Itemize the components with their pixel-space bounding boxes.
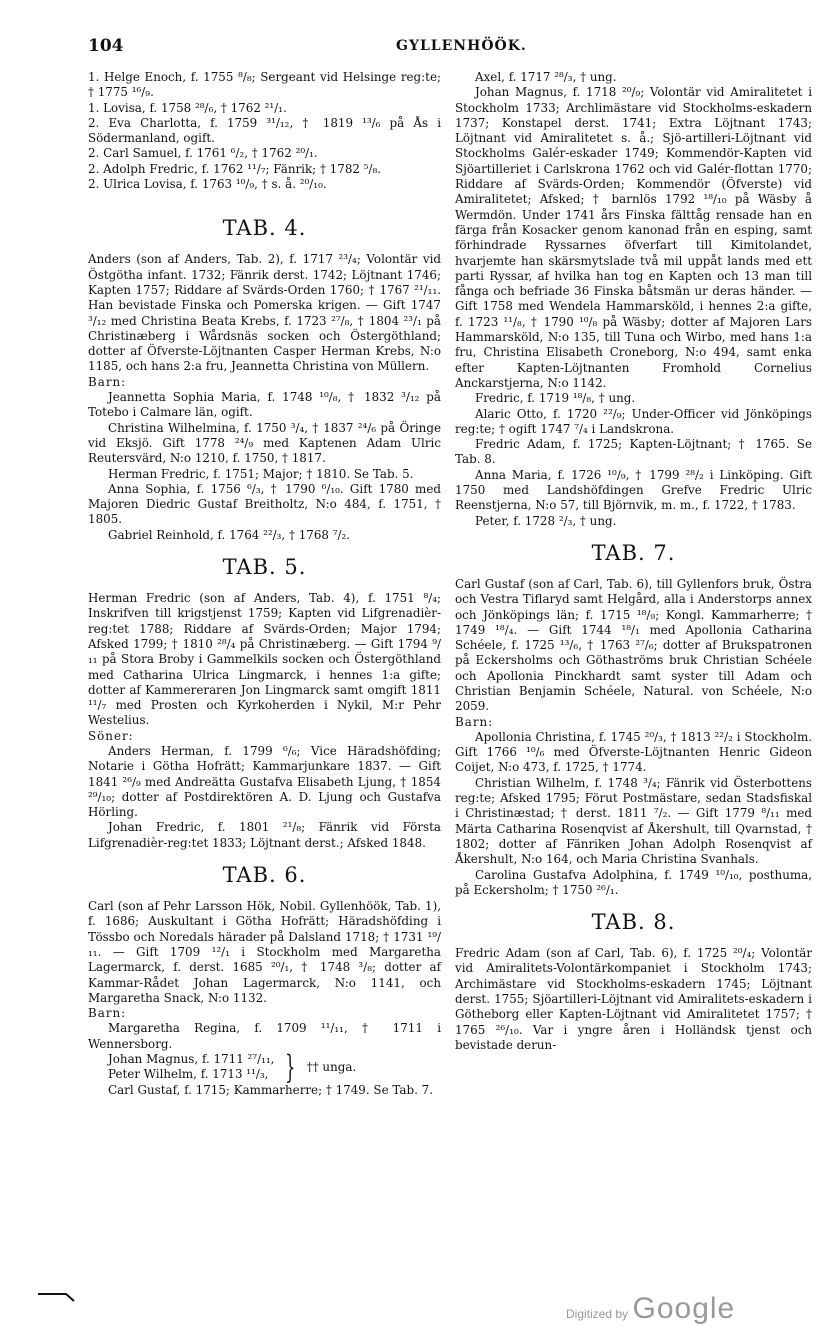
tab7-heading: TAB. 7. <box>591 540 676 565</box>
brace-note: †† unga. <box>306 1059 357 1074</box>
child-entry: Margaretha Regina, f. 1709 ¹¹/₁₁, † 1711 i Wennersborg. <box>88 1021 441 1051</box>
tab6-text: Carl (son af Pehr Larsson Hök, Nobil. Gyllenhöök, Tab. 1), f. 1686; Auskultant i Götha Hofrätt; Häradshöfding i Tössbo och Noredals härader på Dalsland 1718; † 1731 ¹⁹/₁₁. — Gift 1709 ¹²/₁ i Stockholm med Margaretha Lagermarck, f. derst. 1685 ²⁰/₁, † 1748 ³/₈; dotter af Kammar-Rådet Johan Lagermarck, N:o 1141, och Margaretha Snack, N:o 1132. <box>88 899 441 1005</box>
child-entry: Carolina Gustafva Adolphina, f. 1749 ¹⁰/₁₀, posthuma, på Eckersholm; † 1750 ²⁶/₁. <box>455 867 812 897</box>
child-entry: Christian Wilhelm, f. 1748 ³/₄; Fänrik vid Österbottens reg:te; Afsked 1795; Förut Postmästare, sedan Stadsfiskal i Christinæstad; † derst. 1811 ⁷/₂. — Gift 1779 ⁸/₁₁ med Märta Catharina Rosenqvist af Åkershult, till Qvarnstad, † 1802; dotter af Fänriken Johan Adolph Rosenqvist af Åkershult, N:o 164, och Maria Christina Svanhals. <box>455 775 812 867</box>
tab4-text: Anders (son af Anders, Tab. 2), f. 1717 ²³/₄; Volontär vid Östgötha infant. 1732; Fänrik derst. 1742; Löjtnant 1746; Kapten 1757; Riddare af Svärds-Orden 1760; † 1767 ²¹/₁₁. Han bevistade Finska och Pomerska krigen. — Gift 1747 ³/₁₂ med Christina Beata Krebs, f. 1723 ²⁷/₈, † 1804 ²³/₁ på Christinæberg i Wårdsnäs socken och Östergöthland; dotter af Öfverste-Löjtnanten Casper Herman Krebs, N:o 1185, och hans 2:a fru, Jeannetta Christina von Müllern. <box>88 252 441 374</box>
left-column <box>88 70 441 1098</box>
tab6-barn-label: Barn: <box>88 1006 127 1021</box>
child-entry: Johan Magnus, f. 1718 ²⁰/₉; Volontär vid Amiralitetet i Stockholm 1733; Archlimästare vid Stockholms-eskadern 1737; Konstapel derst. 1741; Extra Löjtnant 1743; Löjtnant vid Amiralitetet s. å.; Sjö-artilleri-Löjtnant vid Stockholms Galér-eskader 1749; Kommendör-Kapten vid Sjöartilleriet i Carlskrona 1762 och vid Galér-flottan 1770; Riddare af Svärds-Orden; Kommendör (Öfverste) vid Amiralitetet; Afsked; † barnlös 1792 ¹⁸/₁₀ på Wäsby å Wermdön. Under 1741 års Finska fälttåg rensade han en färga från Kosacker genom kanonad från en esping, samt förhindrade Ryssarnes öfverfart till Kimitolandet, hvarjemte han skärsmytslade två mil uppåt lands med ett parti Ryssar, af hvilka han tog en Kapten och 13 man till fånga och befriade 36 Finska båtsmän ur deras händer. — Gift 1758 med Wendela Hammarsköld, i hennes 2:a gifte, f. 1723 ¹¹/₈, † 1790 ¹⁰/₈ på Wäsby; dotter af Majoren Lars Hammarsköld, N:o 135, till Tuna och Wirbo, med hans 1:a fru, Christina Elisabeth Croneborg, N:o 494, samt enka efter Kapten-Löjtnanten Fromhold Cornelius Anckarstjerna, N:o 1142. <box>455 85 812 390</box>
tab5-sons-label: Söner: <box>88 728 134 743</box>
child-entry: Gabriel Reinhold, f. 1764 ²²/₃, † 1768 ⁷/₂. <box>108 527 351 542</box>
running-title: GYLLENHÖÖK. <box>396 38 527 54</box>
list-item: 2. Ulrica Lovisa, f. 1763 ¹⁰/₉, † s. å. ²⁰/₁₀. <box>88 177 327 192</box>
child-entry: Alaric Otto, f. 1720 ²²/₉; Under-Officer vid Jönköpings reg:te; † ogift 1747 ⁷/₄ i Landskrona. <box>455 406 812 436</box>
child-entry: Apollonia Christina, f. 1745 ²⁰/₃, † 1813 ²²/₂ i Stockholm. Gift 1766 ¹⁰/₆ med Öfverste-Löjtnanten Henric Gideon Coijet, N:o 473, f. 1725, † 1774. <box>455 729 812 775</box>
google-logo: Google <box>632 1292 736 1325</box>
tab5-text: Herman Fredric (son af Anders, Tab. 4), f. 1751 ⁸/₄; Inskrifven till krigstjenst 1759; Kapten vid Lifgrenadièr-reg:tet 1788; Riddare af Svärds-Orden; Major 1794; Afsked 1799; † 1810 ²⁸/₄ på Christinæberg. — Gift 1794 ⁹/₁₁ på Stora Broby i Gammelkils socken och Östergöthland med Catharina Ulrica Lingmarck, i hennes 1:a gifte; dotter af Kammereraren Jon Lingmarck samt omgift 1811 ¹¹/₇ med Prosten och Kyrkoherden i Nykil, M:r Pehr Westelius. <box>88 591 441 728</box>
page-number: 104 <box>88 36 124 56</box>
list-item: 2. Adolph Fredric, f. 1762 ¹¹/₇; Fänrik; † 1782 ⁵/₈. <box>88 161 382 176</box>
tab6-heading: TAB. 6. <box>222 863 307 888</box>
child-entry: Fredric, f. 1719 ¹⁸/₈, † ung. <box>475 391 636 406</box>
child-entry: Axel, f. 1717 ²⁸/₃, † ung. <box>475 70 617 84</box>
tab5-heading: TAB. 5. <box>222 555 307 580</box>
tab4-barn-label: Barn: <box>88 374 127 389</box>
child-entry: Anders Herman, f. 1799 ⁶/₆; Vice Häradshöfding; Notarie i Götha Hofrätt; Kammarjunkare 1837. — Gift 1841 ²⁶/₉ med Andreätta Gustafva Elisabeth Ljung, † 1854 ²⁹/₁₀; dotter af Postdirektören A. D. Ljung och Gustafva Hörling. <box>88 743 441 820</box>
child-entry: Johan Fredric, f. 1801 ²¹/₈; Fänrik vid Första Lifgrenadièr-reg:tet 1833; Löjtnant derst.; Afsked 1848. <box>88 820 441 850</box>
child-entry: Herman Fredric, f. 1751; Major; † 1810. Se Tab. 5. <box>108 466 414 481</box>
list-item: 1. Helge Enoch, f. 1755 ⁸/₈; Sergeant vid Helsinge reg:te; † 1775 ¹⁶/₉. <box>88 70 441 100</box>
google-watermark <box>566 1292 735 1326</box>
page-corner-mark-icon <box>36 1288 78 1302</box>
child-entry: Anna Sophia, f. 1756 ⁶/₃, † 1790 ⁶/₁₀. Gift 1780 med Majoren Diedric Gustaf Breitholtz, N:o 484, f. 1751, † 1805. <box>88 481 441 527</box>
list-item: 1. Lovisa, f. 1758 ²⁸/₆, † 1762 ²¹/₁. <box>88 100 287 115</box>
tab7-text: Carl Gustaf (son af Carl, Tab. 6), till Gyllenfors bruk, Östra och Vestra Tiflaryd samt Helgård, alla i Anderstorps annex och Jönköpings län; f. 1715 ¹⁸/₉; Kongl. Kammarherre; † 1749 ¹⁸/₄. — Gift 1744 ¹⁸/₁ med Apollonia Catharina Schéele, f. 1725 ¹³/₆, † 1763 ²⁷/₆; dotter af Brukspatronen på Eckersholms och Göthaströms bruk Christian Schéele och Apollonia Pinckhardt samt syster till Adam och Christian Benjamin Schéele, Natural. von Schéele, N:o 2059. <box>455 576 812 714</box>
watermark-prefix: Digitized by <box>566 1307 629 1321</box>
tab8-heading: TAB. 8. <box>591 910 676 935</box>
child-entry: Jeannetta Sophia Maria, f. 1748 ¹⁰/₈, † 1832 ³/₁₂ på Totebo i Calmare län, ogift. <box>88 390 441 420</box>
list-item: 2. Carl Samuel, f. 1761 ⁶/₂, † 1762 ²⁰/₁. <box>88 146 318 161</box>
right-column <box>455 70 812 1053</box>
page-header <box>88 36 804 60</box>
child-entry: Johan Magnus, f. 1711 ²⁷/₁₁, <box>108 1052 275 1067</box>
tab8-text: Fredric Adam (son af Carl, Tab. 6), f. 1725 ²⁰/₄; Volontär vid Amiralitets-Volontärkompaniet i Stockholm 1743; Archimästare vid Stockholms-eskadern 1745; Löjtnant derst. 1755; Sjöartilleri-Löjtnant vid Amiralitets-eskadern i Götheborg eller Kapten-Löjtnant vid Amiralitetet 1757; † 1765 ²⁶/₁₀. Var i yngre åren i Holländsk tjenst och bevistade derun- <box>455 946 812 1052</box>
tab7-barn-label: Barn: <box>455 714 494 729</box>
child-entry: Carl Gustaf, f. 1715; Kammarherre; † 1749. Se Tab. 7. <box>108 1082 433 1097</box>
child-entry: Fredric Adam, f. 1725; Kapten-Löjtnant; † 1765. Se Tab. 8. <box>455 437 812 467</box>
list-item: 2. Eva Charlotta, f. 1759 ³¹/₁₂, † 1819 ¹³/₆ på Ås i Södermanland, ogift. <box>88 115 441 146</box>
child-entry: Peter Wilhelm, f. 1713 ¹¹/₃, <box>108 1067 269 1082</box>
tab4-heading: TAB. 4. <box>222 216 307 241</box>
child-entry: Anna Maria, f. 1726 ¹⁰/₉, † 1799 ²⁸/₂ i Linköping. Gift 1750 med Landshöfdingen Grefve Fredric Ulric Reenstjerna, N:o 57, till Björnvik, m. m., f. 1722, † 1783. <box>455 467 812 513</box>
child-entry: Peter, f. 1728 ²/₃, † ung. <box>475 513 617 528</box>
child-entry: Christina Wilhelmina, f. 1750 ³/₄, † 1837 ²⁴/₆ på Öringe vid Eksjö. Gift 1778 ²⁴/₉ med Kaptenen Adam Ulric Reutersvärd, N:o 1210, f. 1750, † 1817. <box>88 420 441 466</box>
brace-group <box>88 1048 441 1087</box>
curly-brace-icon: } <box>285 1048 296 1087</box>
brace-names <box>88 1052 274 1083</box>
